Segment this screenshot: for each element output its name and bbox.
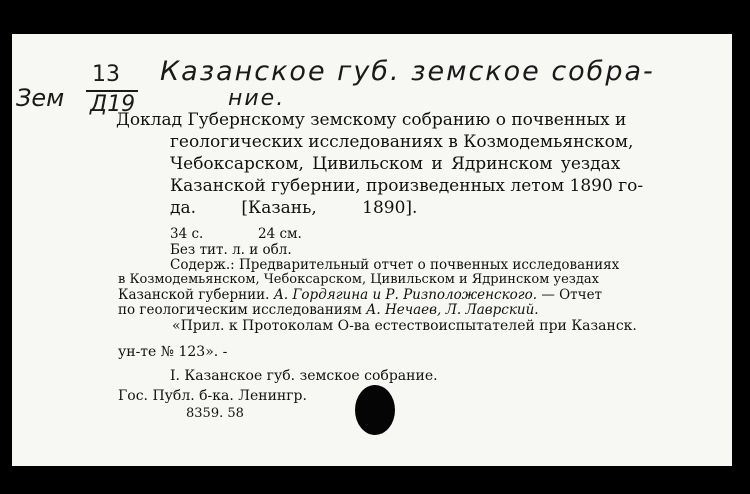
call-number-denominator: Д19 bbox=[90, 92, 136, 117]
subject-entry: I. Казанское губ. земское собрание. bbox=[170, 368, 438, 384]
library-line-1: Гос. Публ. б-ка. Ленингр. bbox=[118, 388, 307, 404]
call-number-prefix: Зем bbox=[16, 84, 65, 112]
title-line-2: геологических исследованиях в Козмодемьянском, bbox=[170, 132, 634, 152]
contents-line-4 bbox=[118, 302, 539, 318]
handwritten-heading-line1: Казанское губ. земское собра- bbox=[160, 56, 655, 87]
card-size: 24 см. bbox=[258, 226, 302, 242]
no-title-note: Без тит. л. и обл. bbox=[170, 242, 292, 258]
handwritten-heading-line2: ние. bbox=[228, 86, 286, 111]
contents-line-3 bbox=[118, 287, 602, 303]
contents-authors-2: А. Нечаев, Л. Лаврский. bbox=[366, 302, 539, 318]
title-line-5: да. [Казань, 1890]. bbox=[170, 198, 418, 218]
title-line-1: Доклад Губернскому земскому собранию о почвенных и bbox=[116, 110, 627, 130]
library-line-2: 8359. 58 bbox=[186, 406, 244, 421]
ink-blot bbox=[355, 385, 395, 435]
pages-count: 34 с. bbox=[170, 226, 204, 242]
appendix-line-1: «Прил. к Протоколам О-ва естествоиспытателей при Казанск. bbox=[172, 318, 637, 334]
contents-line-2: в Козмодемьянском, Чебоксарском, Цивильском и Ядринском уездах bbox=[118, 272, 599, 287]
contents-line-3-start: Казанской губернии. bbox=[118, 287, 270, 303]
contents-line-3-end: — Отчет bbox=[541, 287, 603, 303]
contents-authors-1: А. Гордягина и Р. Ризположенского. bbox=[273, 287, 538, 303]
title-line-4: Казанской губернии, произведенных летом 1890 го- bbox=[170, 176, 644, 196]
appendix-line-2: ун-те № 123». - bbox=[118, 344, 228, 360]
call-number-numerator: 13 bbox=[92, 62, 120, 87]
contents-line-4-start: по геологическим исследованиям bbox=[118, 302, 362, 318]
contents-line-1: Содерж.: Предварительный отчет о почвенных исследованиях bbox=[170, 257, 620, 273]
title-line-3: Чебоксарском, Цивильском и Ядринском уездах bbox=[170, 154, 621, 174]
